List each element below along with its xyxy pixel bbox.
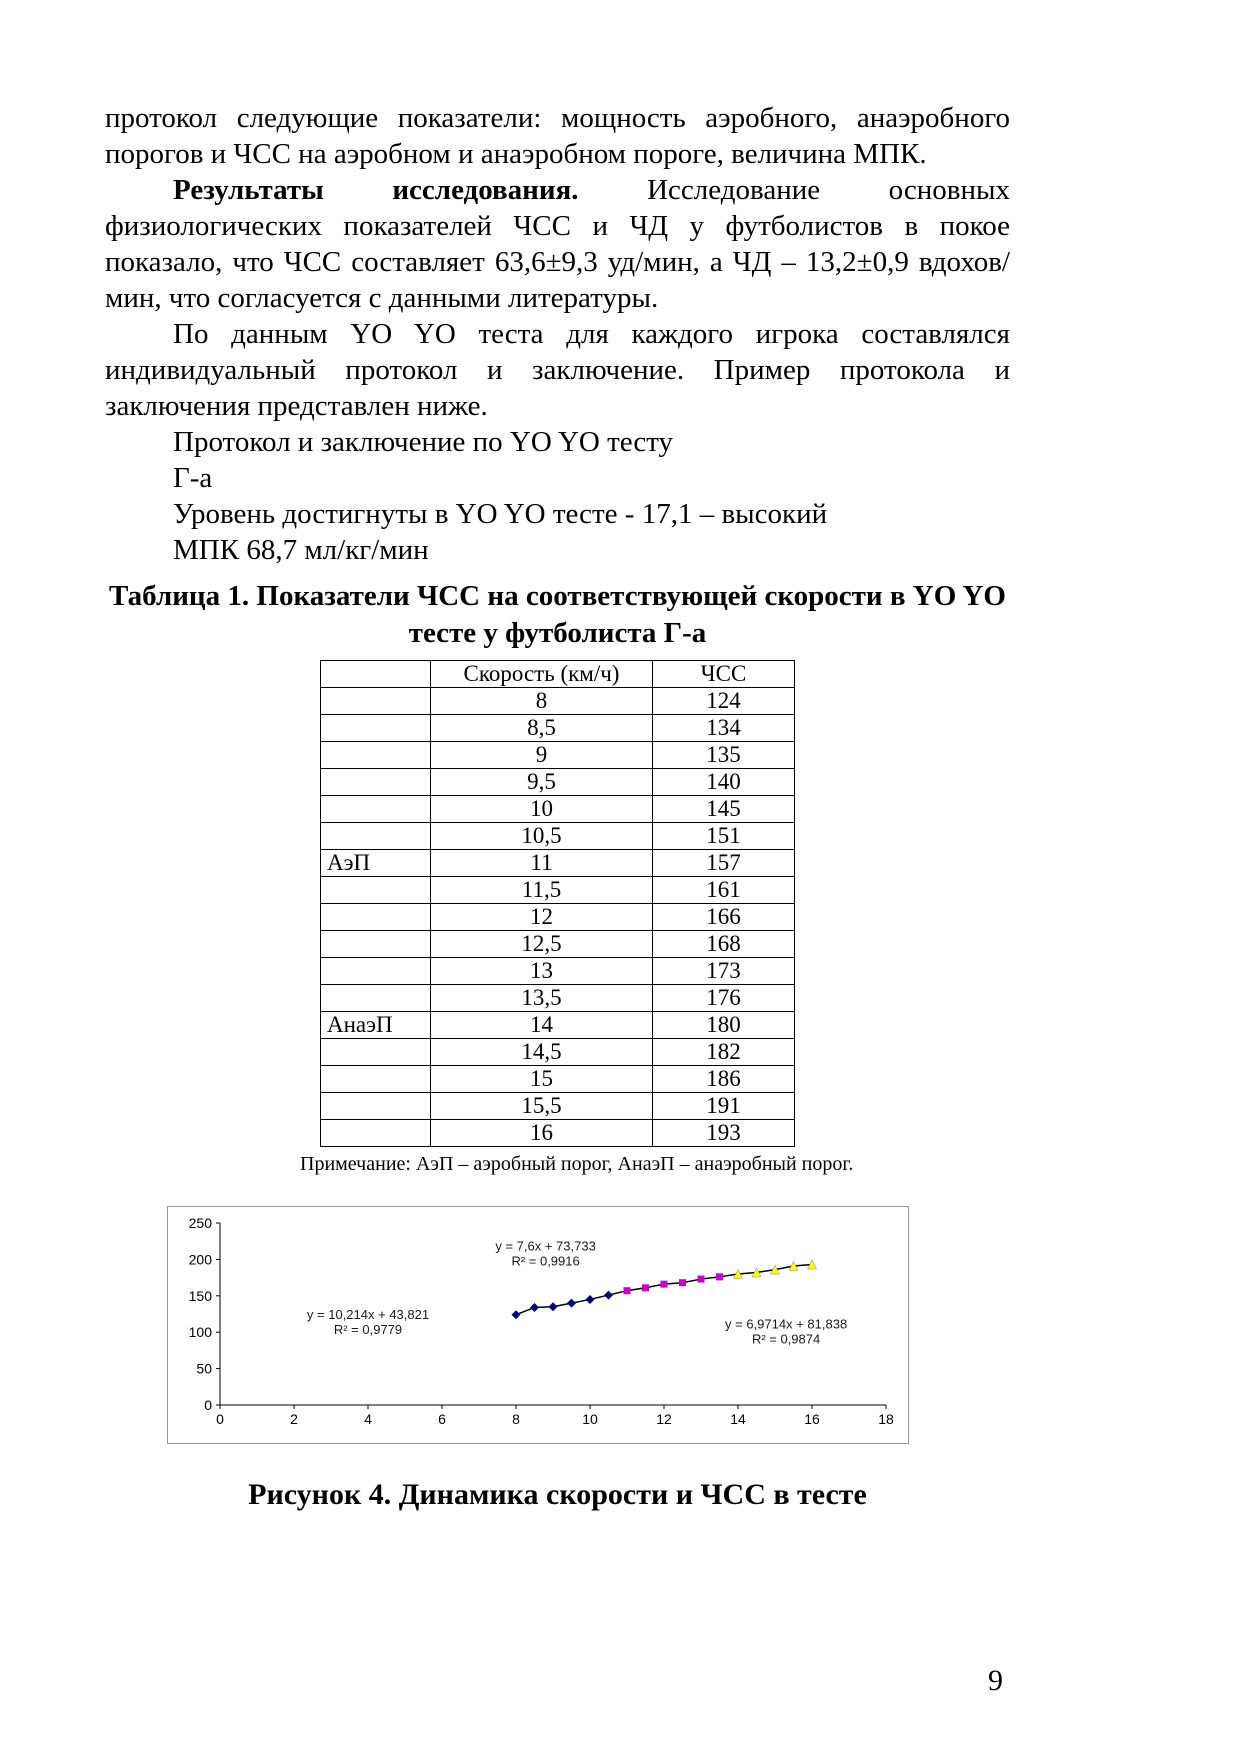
protocol-line-1: Протокол и заключение по YO YO тесту <box>173 426 674 458</box>
table-cell-hr: 157 <box>653 850 795 877</box>
x-tick-label: 6 <box>438 1411 446 1427</box>
y-tick-label: 50 <box>196 1360 212 1377</box>
table-cell-speed: 16 <box>431 1120 653 1147</box>
body-text <box>105 100 1010 568</box>
table-row <box>321 823 795 850</box>
table-cell-hr: 168 <box>653 931 795 958</box>
paragraph-results <box>105 172 1010 316</box>
table-cell-hr: 180 <box>653 1012 795 1039</box>
table-cell-threshold <box>321 823 431 850</box>
x-tick-label: 18 <box>878 1411 894 1427</box>
table-cell-hr: 191 <box>653 1093 795 1120</box>
table-cell-threshold <box>321 877 431 904</box>
table-row <box>321 1120 795 1147</box>
paragraph-intro: протокол следующие показатели: мощность аэробного, анаэробного порогов и ЧСС на аэробном и анаэробном пороге, величина МПК. <box>105 102 1010 170</box>
protocol-line-2: Г-а <box>173 462 213 494</box>
table-cell-threshold <box>321 985 431 1012</box>
table-cell-speed: 11 <box>431 850 653 877</box>
table-cell-speed: 11,5 <box>431 877 653 904</box>
table-header-speed: Скорость (км/ч) <box>431 661 653 688</box>
table-cell-threshold <box>321 931 431 958</box>
table-row <box>321 688 795 715</box>
table-cell-hr: 161 <box>653 877 795 904</box>
trendline-equation: y = 7,6x + 73,733 R² = 0,9916 <box>495 1238 596 1269</box>
table-cell-hr: 145 <box>653 796 795 823</box>
table-cell-speed: 10 <box>431 796 653 823</box>
table-cell-threshold <box>321 904 431 931</box>
paragraph-protocol: По данным YO YO теста для каждого игрока составлялся индивидуальный протокол и заключение. Пример протокола и заключения представлен ниже. <box>105 318 1010 422</box>
x-tick-label: 16 <box>804 1411 820 1427</box>
table-cell-speed: 13 <box>431 958 653 985</box>
table-row <box>321 1012 795 1039</box>
figure-chart-svg <box>168 1207 908 1443</box>
marker-square <box>624 1287 631 1294</box>
x-tick-label: 0 <box>216 1411 224 1427</box>
table-cell-threshold <box>321 715 431 742</box>
y-tick-label: 100 <box>188 1324 212 1341</box>
table-body <box>321 688 795 1147</box>
table-cell-speed: 14 <box>431 1012 653 1039</box>
table-cell-hr: 176 <box>653 985 795 1012</box>
marker-square <box>716 1273 723 1280</box>
table-row <box>321 931 795 958</box>
table-cell-speed: 10,5 <box>431 823 653 850</box>
x-tick-label: 14 <box>730 1411 746 1427</box>
table-row <box>321 877 795 904</box>
table-cell-hr: 182 <box>653 1039 795 1066</box>
table-cell-threshold <box>321 742 431 769</box>
table-row <box>321 1066 795 1093</box>
table-cell-hr: 173 <box>653 958 795 985</box>
marker-diamond <box>604 1291 613 1300</box>
table-cell-speed: 15,5 <box>431 1093 653 1120</box>
marker-square <box>642 1284 649 1291</box>
page-number: 9 <box>988 1664 1003 1697</box>
table-row <box>321 904 795 931</box>
table-note: Примечание: АэП – аэробный порог, АнаэП – анаэробный порог. <box>300 1153 854 1175</box>
table-row <box>321 1093 795 1120</box>
table-cell-speed: 13,5 <box>431 985 653 1012</box>
table-row <box>321 769 795 796</box>
marker-diamond <box>549 1302 558 1311</box>
marker-diamond <box>512 1310 521 1319</box>
table-header-empty <box>321 661 431 688</box>
table-cell-threshold <box>321 796 431 823</box>
table-header-hr: ЧСС <box>653 661 795 688</box>
table-cell-speed: 12 <box>431 904 653 931</box>
results-heading: Результаты исследования. <box>173 174 579 206</box>
table-cell-hr: 193 <box>653 1120 795 1147</box>
table-cell-speed: 15 <box>431 1066 653 1093</box>
y-tick-label: 250 <box>188 1215 212 1231</box>
marker-square <box>698 1276 705 1283</box>
table-cell-speed: 14,5 <box>431 1039 653 1066</box>
table-cell-hr: 166 <box>653 904 795 931</box>
figure-caption: Рисунок 4. Динамика скорости и ЧСС в тесте <box>248 1478 867 1511</box>
table-cell-hr: 151 <box>653 823 795 850</box>
marker-diamond <box>530 1303 539 1312</box>
table-row <box>321 742 795 769</box>
x-tick-label: 12 <box>656 1411 672 1427</box>
y-tick-label: 200 <box>188 1251 212 1268</box>
table-cell-threshold <box>321 688 431 715</box>
table-header-row <box>321 661 795 688</box>
trendline <box>516 1264 812 1314</box>
table-cell-speed: 8,5 <box>431 715 653 742</box>
marker-square <box>679 1279 686 1286</box>
table-row <box>321 1039 795 1066</box>
x-tick-label: 8 <box>512 1411 520 1427</box>
figure-chart <box>167 1206 909 1444</box>
marker-diamond <box>586 1295 595 1304</box>
marker-diamond <box>567 1299 576 1308</box>
table-cell-speed: 8 <box>431 688 653 715</box>
x-tick-label: 4 <box>364 1411 372 1427</box>
table-cell-threshold <box>321 958 431 985</box>
table-row <box>321 796 795 823</box>
table-cell-threshold <box>321 769 431 796</box>
trendline-equation: y = 10,214x + 43,821 R² = 0,9779 <box>306 1307 430 1338</box>
y-tick-label: 150 <box>188 1287 212 1304</box>
table-cell-hr: 135 <box>653 742 795 769</box>
results-text: Исследование основных физиологических показателей ЧСС и ЧД у футболистов в покое показало, что ЧСС составляет 63,6±9,3 уд/мин, а ЧД – 13,2±0,9 вдохов/мин, что согласуется с данными литературы. <box>105 174 1010 314</box>
table-cell-speed: 9 <box>431 742 653 769</box>
table-cell-speed: 9,5 <box>431 769 653 796</box>
table-cell-hr: 134 <box>653 715 795 742</box>
table-cell-threshold <box>321 1066 431 1093</box>
table-row <box>321 958 795 985</box>
x-tick-label: 2 <box>290 1411 298 1427</box>
x-tick-label: 10 <box>582 1411 598 1427</box>
table-row <box>321 850 795 877</box>
table-row <box>321 985 795 1012</box>
table-cell-hr: 124 <box>653 688 795 715</box>
table-cell-hr: 186 <box>653 1066 795 1093</box>
table-cell-threshold: АэП <box>321 850 431 877</box>
table-cell-speed: 12,5 <box>431 931 653 958</box>
y-tick-label: 0 <box>204 1397 212 1413</box>
table-row <box>321 715 795 742</box>
protocol-line-4: МПК 68,7 мл/кг/мин <box>173 534 429 566</box>
trendline-equation: y = 6,9714x + 81,838 R² = 0,9874 <box>725 1316 848 1347</box>
hr-speed-table <box>320 660 795 1147</box>
table-title: Таблица 1. Показатели ЧСС на соответствующей скорости в YO YO тесте у футболиста Г-а <box>109 580 1006 649</box>
table-cell-threshold <box>321 1039 431 1066</box>
table-cell-threshold <box>321 1120 431 1147</box>
marker-square <box>661 1281 668 1288</box>
table-cell-threshold: АнаэП <box>321 1012 431 1039</box>
table-cell-threshold <box>321 1093 431 1120</box>
table-cell-hr: 140 <box>653 769 795 796</box>
protocol-line-3: Уровень достигнуты в YO YO тесте - 17,1 – высокий <box>173 498 828 530</box>
